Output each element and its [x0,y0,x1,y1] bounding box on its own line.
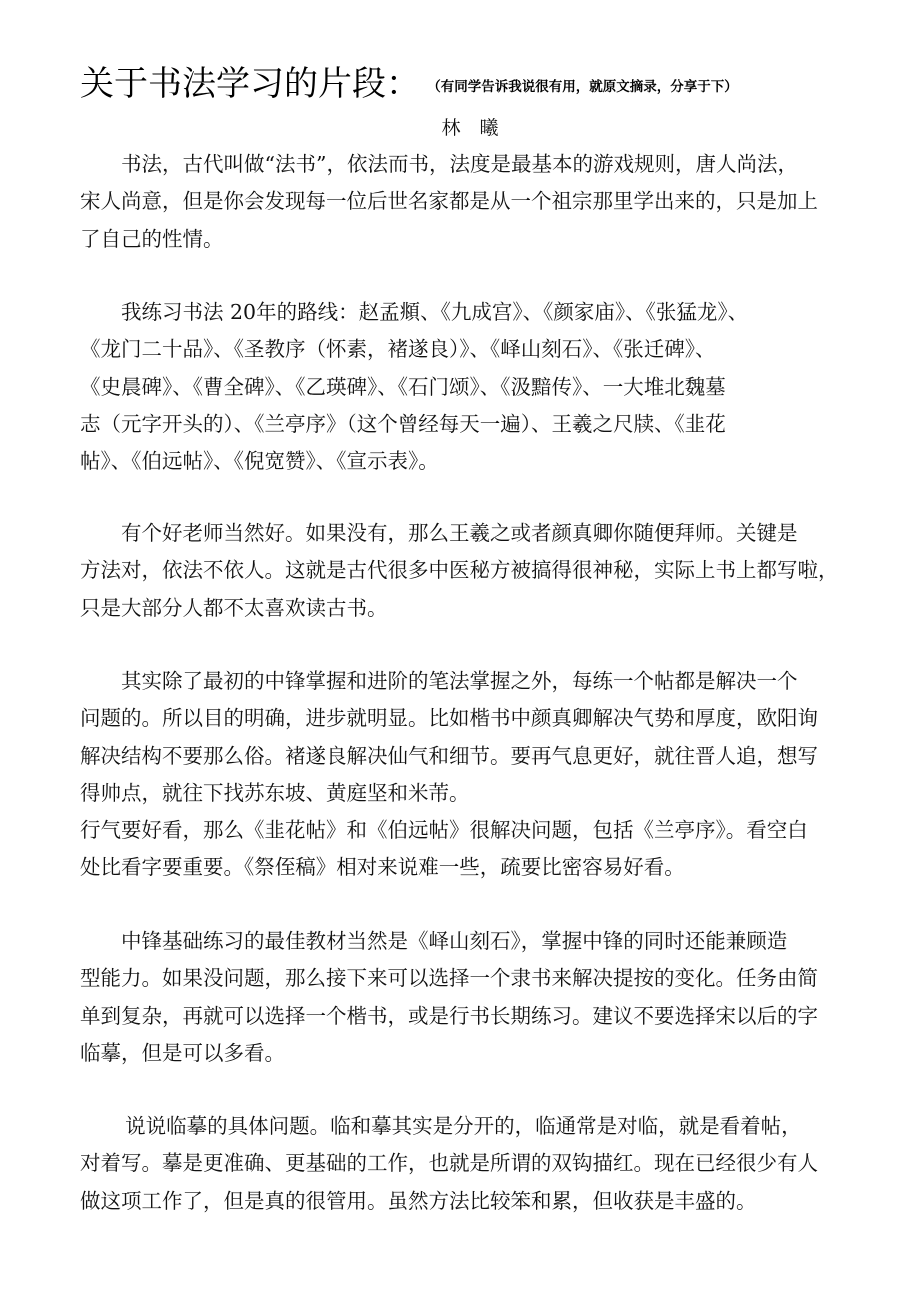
paragraph-line: 单到复杂，再就可以选择一个楷书，或是行书长期练习。建议不要选择宋以后的字 [80,1003,818,1028]
paragraph-1 [80,146,856,258]
paragraph-line: 处比看字要重要。《祭侄稿》相对来说难一些，疏要比密容易好看。 [80,855,685,880]
paragraph-line: 志（元字开头的）、《兰亭序》（这个曾经每天一遍）、王羲之尺牍、《韭花 [80,411,726,436]
title-row [80,62,880,106]
paragraph-line: 型能力。如果没问题，那么接下来可以选择一个隶书来解决提按的变化。任务由简 [80,966,818,991]
paragraph-line: 其实除了最初的中锋掌握和进阶的笔法掌握之外，每练一个帖都是解决一个 [121,669,798,693]
paragraph-line: 对着写。摹是更准确、更基础的工作，也就是所谓的双钩描红。现在已经很少有人 [80,1151,818,1176]
paragraph-line: 得帅点，就往下找苏东坡、黄庭坚和米芾。 [80,780,470,805]
paragraph-line: 《龙门二十品》、《圣教序（怀素，褚遂良）》、《峄山刻石》、《张迁碑》、 [80,337,716,362]
paragraph-5 [80,812,856,887]
paragraph-line: 帖》、《伯远帖》、《倪宽赞》、《宣示表》。 [80,449,439,474]
paragraph-line: 我练习书法 20年的路线：赵孟頫、《九成宫》、《颜家庙》、《张猛龙》、 [121,300,749,324]
title-note: （有同学告诉我说很有用，就原文摘录，分享于下） [434,79,738,95]
paragraph-line: 行气要好看，那么《韭花帖》和《伯远帖》很解决问题，包括《兰亭序》。看空白 [80,818,808,842]
paragraph-7 [80,1108,856,1220]
paragraph-line: 了自己的性情。 [80,226,224,251]
paragraph-line: 只是大部分人都不太喜欢读古书。 [80,595,388,620]
paragraph-line: 书法，古代叫做“法书”，依法而书，法度是最基本的游戏规则，唐人尚法， [121,152,798,176]
paragraph-line: 有个好老师当然好。如果没有，那么王羲之或者颜真卿你随便拜师。关键是 [121,521,798,545]
paragraph-line: 解决结构不要那么俗。褚遂良解决仙气和细节。要再气息更好，就往晋人追，想写 [80,743,818,768]
paragraph-6 [80,923,856,1072]
paragraph-line: 《史晨碑》、《曹全碑》、《乙瑛碑》、《石门颂》、《汲黯传》、一大堆北魏墓 [80,374,726,399]
author-name: 林 曦 [441,117,499,139]
paragraph-line: 问题的。所以目的明确，进步就明显。比如楷书中颜真卿解决气势和厚度，欧阳询 [80,706,818,731]
paragraph-line: 说说临摹的具体问题。临和摹其实是分开的，临通常是对临，就是看着帖， [125,1114,802,1138]
paragraph-line: 临摹，但是可以多看。 [80,1040,285,1065]
paragraph-4 [80,663,856,812]
document-title: 关于书法学习的片段： [80,64,420,104]
paragraph-3 [80,515,856,627]
paragraph-line: 中锋基础练习的最佳教材当然是《峄山刻石》，掌握中锋的同时还能兼顾造 [121,929,788,953]
paragraph-line: 做这项工作了，但是真的很管用。虽然方法比较笨和累，但收获是丰盛的。 [80,1188,757,1213]
paragraph-2 [80,294,856,480]
paragraph-line: 方法对，依法不依人。这就是古代很多中医秘方被搞得很神秘，实际上书上都写啦， [80,558,839,583]
paragraph-line: 宋人尚意，但是你会发现每一位后世名家都是从一个祖宗那里学出来的，只是加上 [80,189,818,214]
